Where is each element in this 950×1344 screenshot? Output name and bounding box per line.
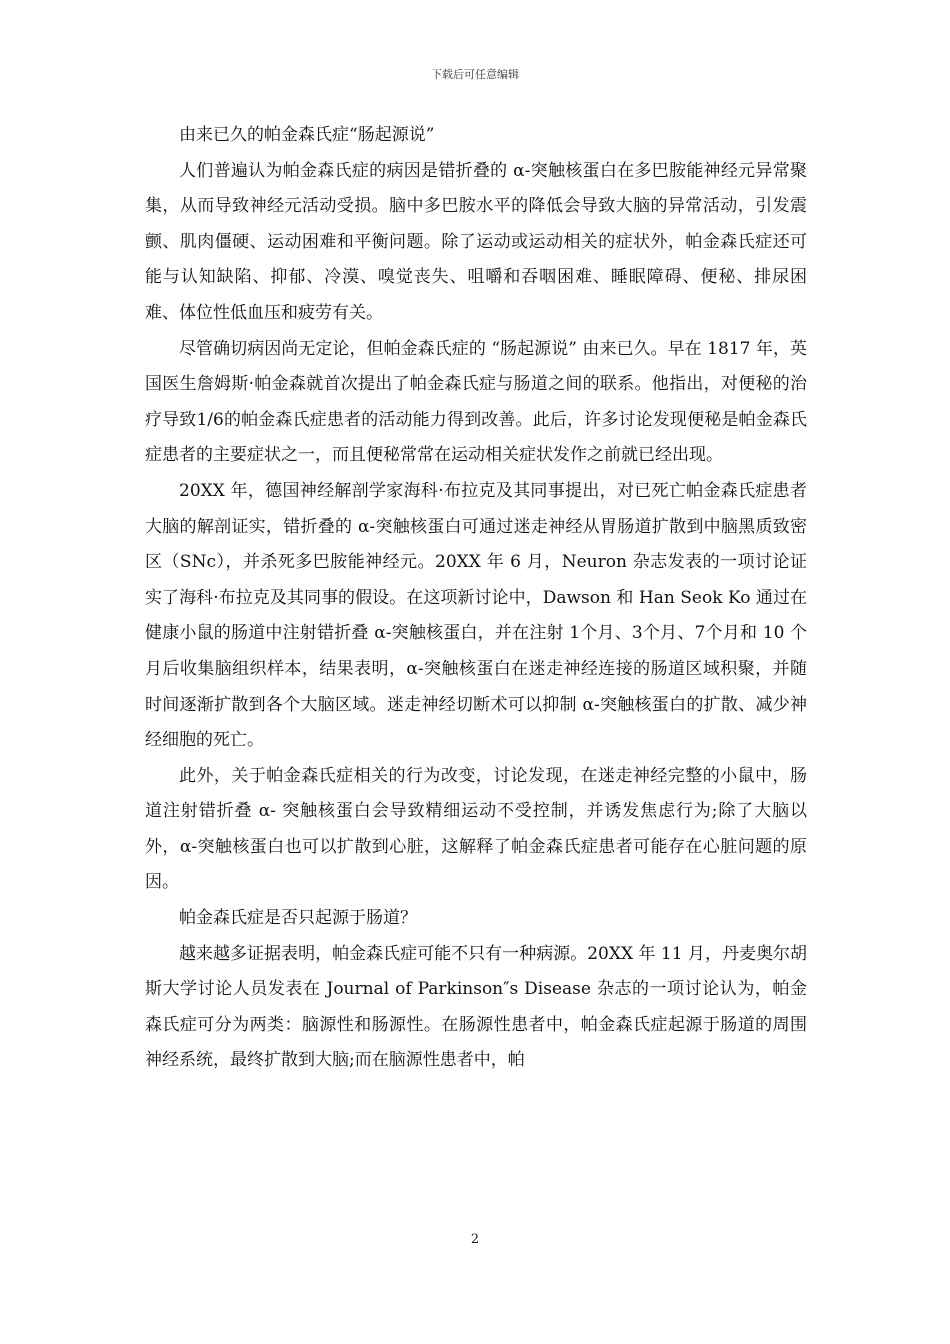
page-header: 下载后可任意编辑 bbox=[431, 68, 519, 81]
page-number: 2 bbox=[470, 1232, 480, 1247]
paragraph-2: 尽管确切病因尚无定论，但帕金森氏症的 “肠起源说” 由来已久。早在 1817 年，英国医生詹姆斯·帕金森就首次提出了帕金森氏症与肠道之间的联系。他指出，对便秘的治疗导致1/6的帕金森氏症患者的活动能力得到改善。此后，许多讨论发现便秘是帕金森氏症患者的主要症状之一，而且便秘常常在运动相关症状发作之前就已经出现。 bbox=[145, 338, 807, 466]
paragraph-4: 此外，关于帕金森氏症相关的行为改变，讨论发现，在迷走神经完整的小鼠中，肠道注射错折叠 α- 突触核蛋白会导致精细运动不受控制，并诱发焦虑行为;除了大脑以外，α-突触核蛋白也可以扩散到心脏，这解释了帕金森氏症患者可能存在心脏问题的原因。 bbox=[145, 765, 807, 893]
section-subtitle: 帕金森氏症是否只起源于肠道？ bbox=[179, 908, 417, 929]
paragraph-1: 人们普遍认为帕金森氏症的病因是错折叠的 α-突触核蛋白在多巴胺能神经元异常聚集，从而导致神经元活动受损。脑中多巴胺水平的降低会导致大脑的异常活动，引发震颤、肌肉僵硬、运动困难和平衡问题。除了运动或运动相关的症状外，帕金森氏症还可能与认知缺陷、抑郁、冷漠、嗅觉丧失、咀嚼和吞咽困难、睡眠障碍、便秘、排尿困难、体位性低血压和疲劳有关。 bbox=[145, 160, 807, 323]
paragraph-3: 20XX 年，德国神经解剖学家海科·布拉克及其同事提出，对已死亡帕金森氏症患者大脑的解剖证实，错折叠的 α-突触核蛋白可通过迷走神经从胃肠道扩散到中脑黑质致密区（SNc），并杀死多巴胺能神经元。20XX 年 6 月，Neuron 杂志发表的一项讨论证实了海科·布拉克及其同事的假设。在这项新讨论中，Dawson 和 Han Seok Ko 通过在健康小鼠的肠道中注射错折叠 α-突触核蛋白，并在注射 1个月、3个月、7个月和 10 个月后收集脑组织样本，结果表明，α-突触核蛋白在迷走神经连接的肠道区域积聚，并随时间逐渐扩散到各个大脑区域。迷走神经切断术可以抑制 α-突触核蛋白的扩散、减少神经细胞的死亡。 bbox=[145, 480, 807, 751]
article-title: 由来已久的帕金森氏症“肠起源说” bbox=[179, 125, 435, 145]
document-body bbox=[145, 118, 807, 1079]
paragraph-5: 越来越多证据表明，帕金森氏症可能不只有一种病源。20XX 年 11 月，丹麦奥尔胡斯大学讨论人员发表在 Journal of Parkinson″s Disease 杂志的一项讨论认为，帕金森氏症可分为两类：脑源性和肠源性。在肠源性患者中，帕金森氏症起源于肠道的周围神经系统，最终扩散到大脑;而在脑源性患者中，帕 bbox=[145, 943, 807, 1071]
